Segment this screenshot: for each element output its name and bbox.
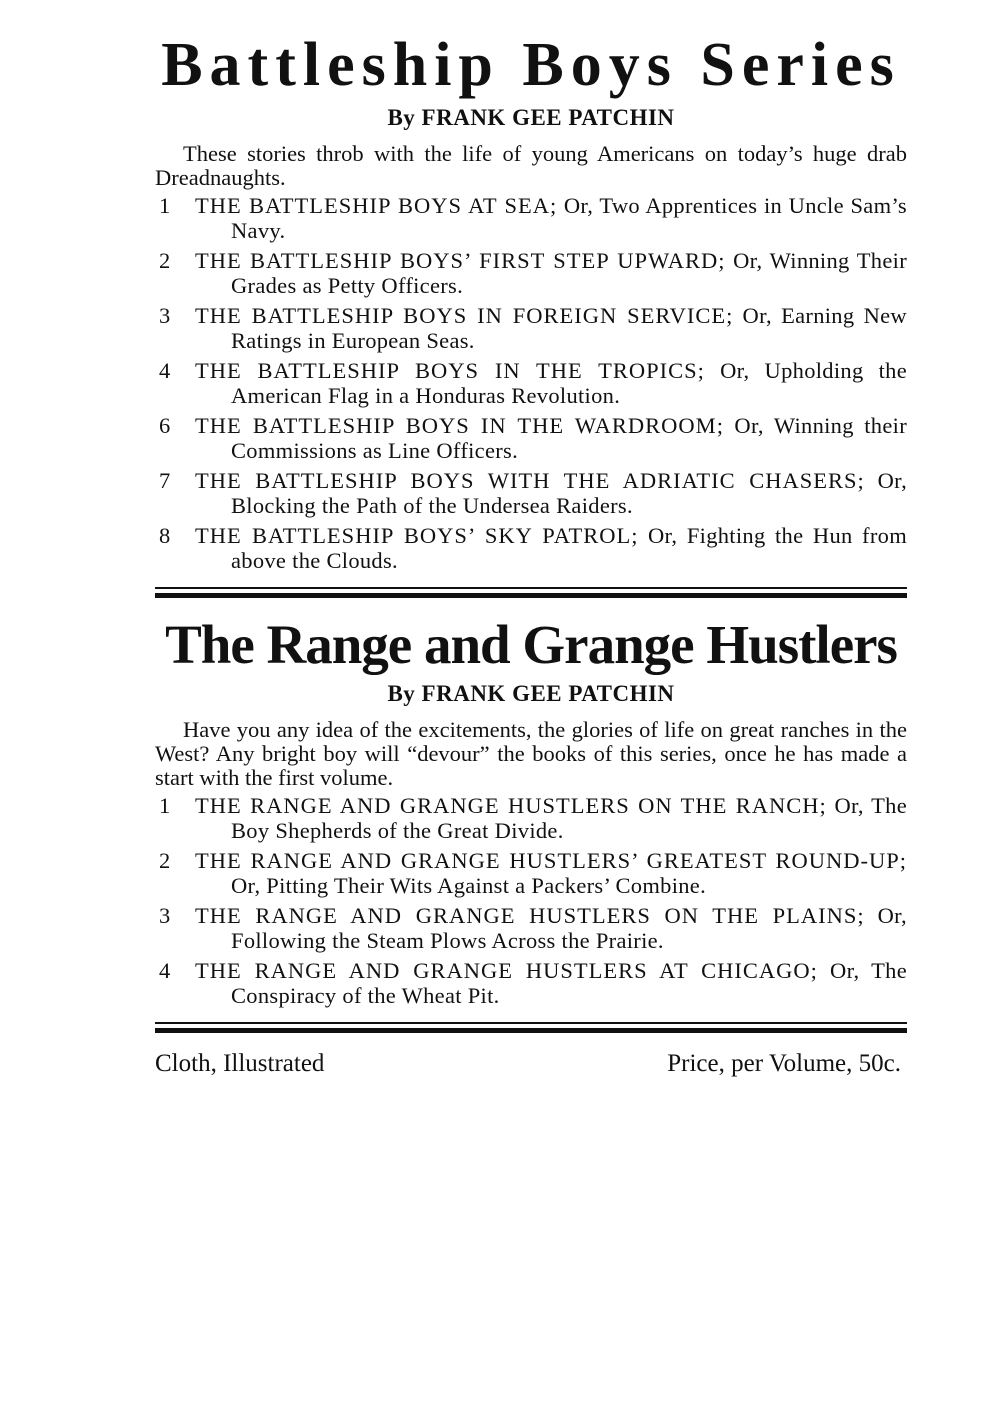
- book-number: 7: [159, 468, 171, 493]
- list-item: [155, 194, 907, 243]
- book-subtitle: Or, Two Apprentices in Uncle Sam’s Navy.: [231, 193, 907, 243]
- book-number: 1: [159, 193, 171, 218]
- list-item: [155, 959, 907, 1008]
- list-item: [155, 414, 907, 463]
- book-number: 2: [159, 848, 171, 873]
- book-subtitle: Or, Upholding the American Flag in a Honduras Revolution.: [231, 358, 907, 408]
- book-subtitle: Or, Pitting Their Wits Against a Packers’ Combine.: [231, 872, 707, 898]
- book-number: 6: [159, 413, 171, 438]
- book-subtitle: Or, Blocking the Path of the Undersea Raiders.: [231, 468, 907, 518]
- list-item: [155, 469, 907, 518]
- book-title: THE BATTLESHIP BOYS WITH THE ADRIATIC CHASERS;: [195, 468, 865, 493]
- price-footer: [155, 1049, 907, 1079]
- book-number: 3: [159, 903, 171, 928]
- list-item: [155, 359, 907, 408]
- series-intro: These stories throb with the life of young Americans on today’s huge drab Dreadnaughts.: [155, 141, 907, 190]
- divider-thin-line: [155, 587, 907, 589]
- list-item: [155, 524, 907, 573]
- range-and-grange-section: [155, 614, 907, 1008]
- book-number: 1: [159, 793, 171, 818]
- book-subtitle: Or, Winning their Commissions as Line Officers.: [231, 413, 907, 463]
- book-subtitle: Or, The Conspiracy of the Wheat Pit.: [231, 958, 907, 1008]
- book-title: THE RANGE AND GRANGE HUSTLERS’ GREATEST ROUND-UP;: [195, 848, 907, 873]
- book-title: THE BATTLESHIP BOYS’ SKY PATROL;: [195, 523, 639, 548]
- list-item: [155, 794, 907, 843]
- series-author: By FRANK GEE PATCHIN: [387, 681, 675, 706]
- divider-thin-line: [155, 1022, 907, 1024]
- binding-label: Cloth, Illustrated: [155, 1050, 325, 1077]
- book-subtitle: Or, The Boy Shepherds of the Great Divide.: [231, 793, 907, 843]
- book-subtitle: Or, Earning New Ratings in European Seas.: [231, 303, 907, 353]
- book-title: THE BATTLESHIP BOYS AT SEA;: [195, 193, 558, 218]
- book-list: [155, 794, 907, 1008]
- price-label: Price, per Volume, 50c.: [667, 1050, 901, 1077]
- series-title: Battleship Boys Series: [161, 31, 901, 99]
- series-title: The Range and Grange Hustlers: [165, 614, 897, 675]
- book-number: 4: [159, 958, 171, 983]
- battleship-boys-section: [155, 30, 907, 573]
- book-subtitle: Or, Following the Steam Plows Across the Prairie.: [231, 903, 907, 953]
- book-title: THE RANGE AND GRANGE HUSTLERS ON THE RANCH;: [195, 793, 827, 818]
- section-divider: [155, 587, 907, 598]
- book-advertisement-page: [155, 30, 907, 1079]
- book-title: THE RANGE AND GRANGE HUSTLERS AT CHICAGO;: [195, 958, 818, 983]
- book-number: 2: [159, 248, 171, 273]
- list-item: [155, 249, 907, 298]
- series-intro: Have you any idea of the excitements, the glories of life on great ranches in the West? Any bright boy will “devour” the books of this series, once he has made a start with the first volume.: [155, 717, 907, 790]
- footer-divider: [155, 1022, 907, 1033]
- book-list: [155, 194, 907, 573]
- book-title: THE RANGE AND GRANGE HUSTLERS ON THE PLAINS;: [195, 903, 865, 928]
- book-title: THE BATTLESHIP BOYS IN THE WARDROOM;: [195, 413, 724, 438]
- book-number: 8: [159, 523, 171, 548]
- book-subtitle: Or, Winning Their Grades as Petty Officers.: [231, 248, 907, 298]
- divider-thick-line: [155, 593, 907, 598]
- book-number: 4: [159, 358, 171, 383]
- list-item: [155, 904, 907, 953]
- book-subtitle: Or, Fighting the Hun from above the Clouds.: [231, 523, 907, 573]
- book-title: THE BATTLESHIP BOYS’ FIRST STEP UPWARD;: [195, 248, 726, 273]
- book-title: THE BATTLESHIP BOYS IN THE TROPICS;: [195, 358, 705, 383]
- book-number: 3: [159, 303, 171, 328]
- divider-thick-line: [155, 1028, 907, 1033]
- list-item: [155, 304, 907, 353]
- list-item: [155, 849, 907, 898]
- book-title: THE BATTLESHIP BOYS IN FOREIGN SERVICE;: [195, 303, 734, 328]
- series-author: By FRANK GEE PATCHIN: [387, 105, 675, 130]
